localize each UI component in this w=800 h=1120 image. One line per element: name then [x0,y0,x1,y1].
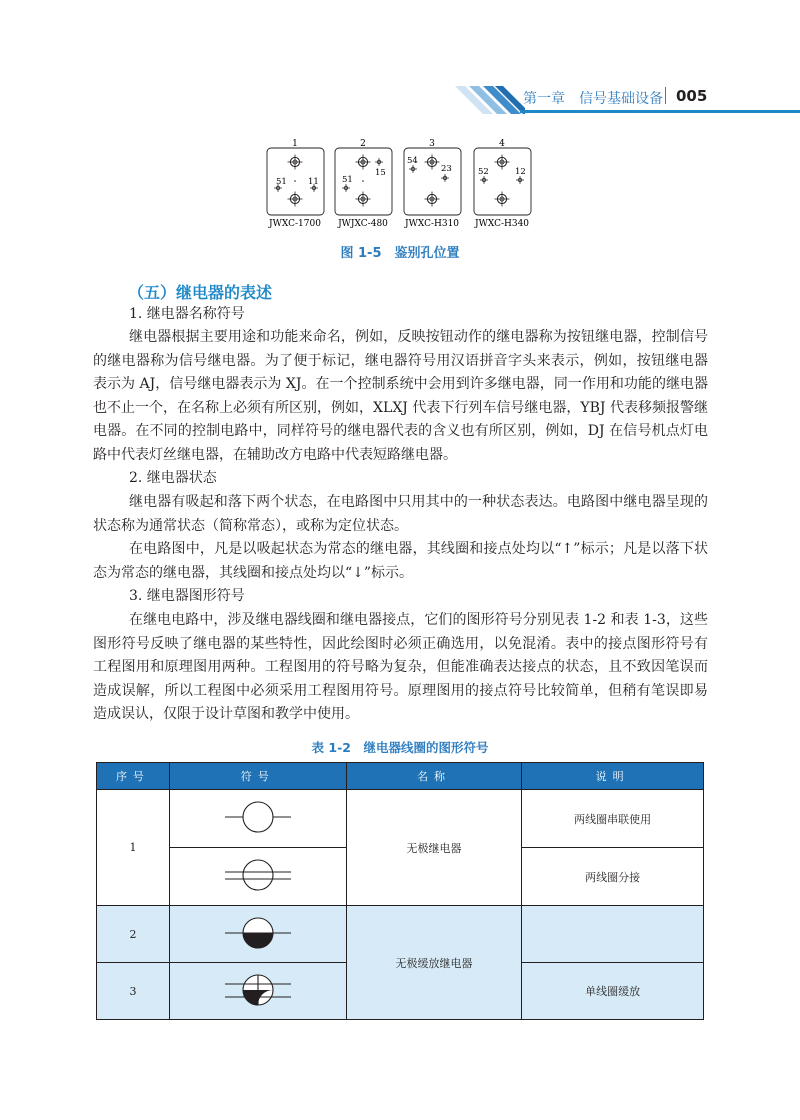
figure-caption: 图 1-5 鉴别孔位置 [340,246,460,261]
panel-left-mark: 51 [342,175,353,185]
table-caption: 表 1-2 继电器线圈的图形符号 [311,740,489,755]
subheading-graphic-symbol: 3. 继电器图形符号 [129,588,245,604]
header-divider [665,87,666,104]
row-no: 2 [97,906,170,963]
figure-panel-4 [474,139,531,229]
row-no: 3 [97,963,170,1020]
paragraph-state-marks: 在电路图中，凡是以吸起状态为常态的继电器，其线圈和接点处均以“↑”标示；凡是以落下状态为常态的继电器，其线圈和接点处均以“↓”标示。 [93,541,708,581]
chapter-title: 第一章 信号基础设备 [523,91,663,107]
coil-series-symbol [223,797,293,837]
row-name: 无极继电器 [346,790,522,906]
panel-model-label: JWXC-H310 [404,219,460,229]
page-header [0,78,800,114]
panel-left-mark: 52 [478,167,489,177]
panel-right-mark: 23 [441,164,452,174]
page-number: 005 [676,87,708,105]
figure-panel-2 [335,139,392,229]
row-symbol [169,790,346,848]
identification-hole-figure [262,135,542,231]
coil-split-symbol [223,855,293,895]
paragraph-graphic-symbol: 在继电电路中，涉及继电器线圈和继电器接点，它们的图形符号分别见表 1-2 和表 1-3，这些图形符号反映了继电器的某些特性，因此绘图时必须正确选用，以免混淆。表中的接点图形符号有工程图用和原理图用两种。工程图用的符号略为复杂，但能准确表达接点的状态，且不致因笔误而造成误解，所以工程图中必须采用工程图用符号。原理图用的接点符号比较简单，但稍有笔误即易造成误认，仅限于设计草图和教学中使用。 [93,612,708,722]
panel-right-mark: 15 [375,168,386,178]
header-note: 说明 [522,763,704,790]
row-symbol [169,848,346,906]
panel-number: 1 [292,139,298,149]
row-note: 两线圈串联使用 [522,790,704,848]
subheading-relay-state: 2. 继电器状态 [129,470,217,486]
panel-model-label: JWXC-1700 [269,219,321,229]
row-symbol [169,906,346,963]
table-row [97,790,704,848]
panel-number: 3 [429,139,435,149]
figure-panel-3 [404,139,461,229]
paragraph-relay-state: 继电器有吸起和落下两个状态，在电路图中只用其中的一种状态表达。电路图中继电器呈现的状态称为通常状态（简称常态），或称为定位状态。 [93,494,708,534]
row-note: 单线圈缓放 [522,963,704,1020]
section-heading: （五）继电器的表述 [128,283,273,302]
subheading-name-symbol: 1. 继电器名称符号 [129,306,245,322]
panel-number: 2 [360,139,366,149]
row-no: 1 [97,790,170,906]
coil-symbol-table [96,762,704,1020]
panel-right-mark: 11 [308,177,319,187]
header-stripes-decoration [455,86,525,114]
table-row [97,906,704,963]
figure-panel-1 [267,139,324,229]
paragraph-name-symbol: 继电器根据主要用途和功能来命名，例如，反映按钮动作的继电器称为按钮继电器，控制信号的继电器称为信号继电器。为了便于标记，继电器符号用汉语拼音字头来表示，例如，按钮继电器表示为 AJ，信号继电器表示为 XJ。在一个控制系统中会用到许多继电器，同一作用和功能的继电器也不止一个，在名称上必须有所区别，例如，XLXJ 代表下行列车信号继电器，YBJ 代表移频报警继电器。在不同的控制电路中，同样符号的继电器代表的含义也有所区别，例如，DJ 在信号机点灯电路中代表灯丝继电器，在辅助改方电路中代表短路继电器。 [93,329,708,463]
table-header-row [97,763,704,790]
panel-model-label: JWXC-H340 [474,219,530,229]
header-symbol: 符号 [169,763,346,790]
panel-right-mark: 12 [515,167,526,177]
header-name: 名称 [346,763,522,790]
quarter-filled-coil-symbol [223,970,293,1010]
panel-number: 4 [499,139,505,149]
panel-model-label: JWJXC-480 [338,219,388,229]
header-rule [520,110,800,113]
panel-left-mark: 51 [276,177,287,187]
header-no: 序号 [97,763,170,790]
row-name: 无极缓放继电器 [346,906,522,1020]
row-note: 两线圈分接 [522,848,704,906]
row-symbol [169,963,346,1020]
row-note [522,906,704,963]
panel-left-mark: 54 [407,156,418,166]
half-filled-coil-symbol [223,913,293,953]
